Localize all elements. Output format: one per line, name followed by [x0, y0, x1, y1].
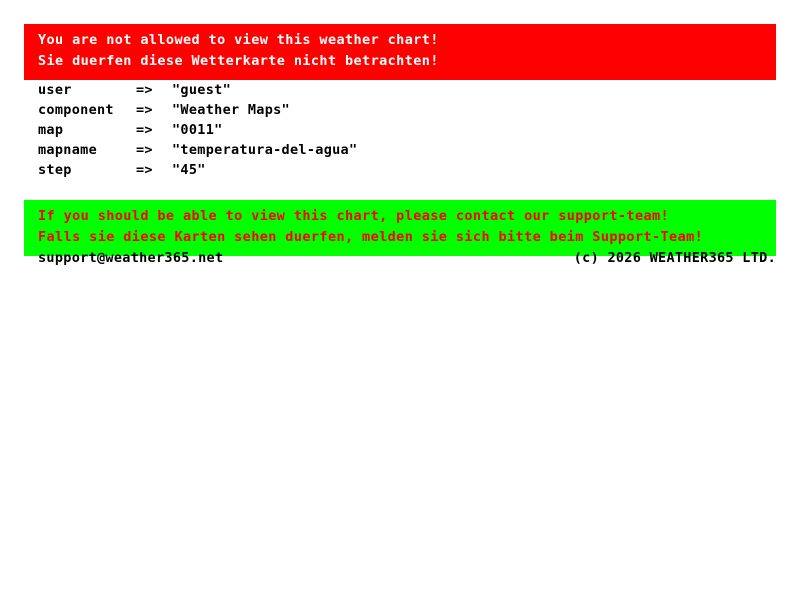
error-banner-line-en: You are not allowed to view this weather chart!	[38, 32, 439, 48]
parameter-key: map	[38, 122, 64, 138]
parameter-arrow: =>	[136, 82, 153, 98]
parameter-arrow: =>	[136, 142, 153, 158]
parameter-row-map	[38, 120, 357, 140]
error-banner	[24, 24, 776, 80]
info-banner-line-de: Falls sie diese Karten sehen duerfen, melden sie sich bitte beim Support-Team!	[38, 229, 704, 245]
parameter-key: step	[38, 162, 72, 178]
parameter-value: "45"	[172, 162, 206, 178]
parameter-row-user	[38, 80, 357, 100]
parameter-key: user	[38, 82, 72, 98]
parameter-row-mapname	[38, 140, 357, 160]
parameter-arrow: =>	[136, 122, 153, 138]
parameter-list	[38, 80, 357, 180]
parameter-value: "Weather Maps"	[172, 102, 290, 118]
info-banner	[24, 200, 776, 256]
parameter-row-step	[38, 160, 357, 180]
copyright-text: (c) 2026 WEATHER365 LTD.	[573, 250, 776, 266]
parameter-arrow: =>	[136, 162, 153, 178]
parameter-key: component	[38, 102, 114, 118]
footer	[38, 250, 776, 266]
parameter-value: "0011"	[172, 122, 223, 138]
parameter-row-component	[38, 100, 357, 120]
parameter-arrow: =>	[136, 102, 153, 118]
parameter-value: "temperatura-del-agua"	[172, 142, 358, 158]
parameter-value: "guest"	[172, 82, 231, 98]
support-email-link[interactable]: support@weather365.net	[38, 250, 224, 266]
error-banner-line-de: Sie duerfen diese Wetterkarte nicht betrachten!	[38, 53, 439, 69]
parameter-key: mapname	[38, 142, 97, 158]
info-banner-line-en: If you should be able to view this chart, please contact our support-team!	[38, 208, 670, 224]
